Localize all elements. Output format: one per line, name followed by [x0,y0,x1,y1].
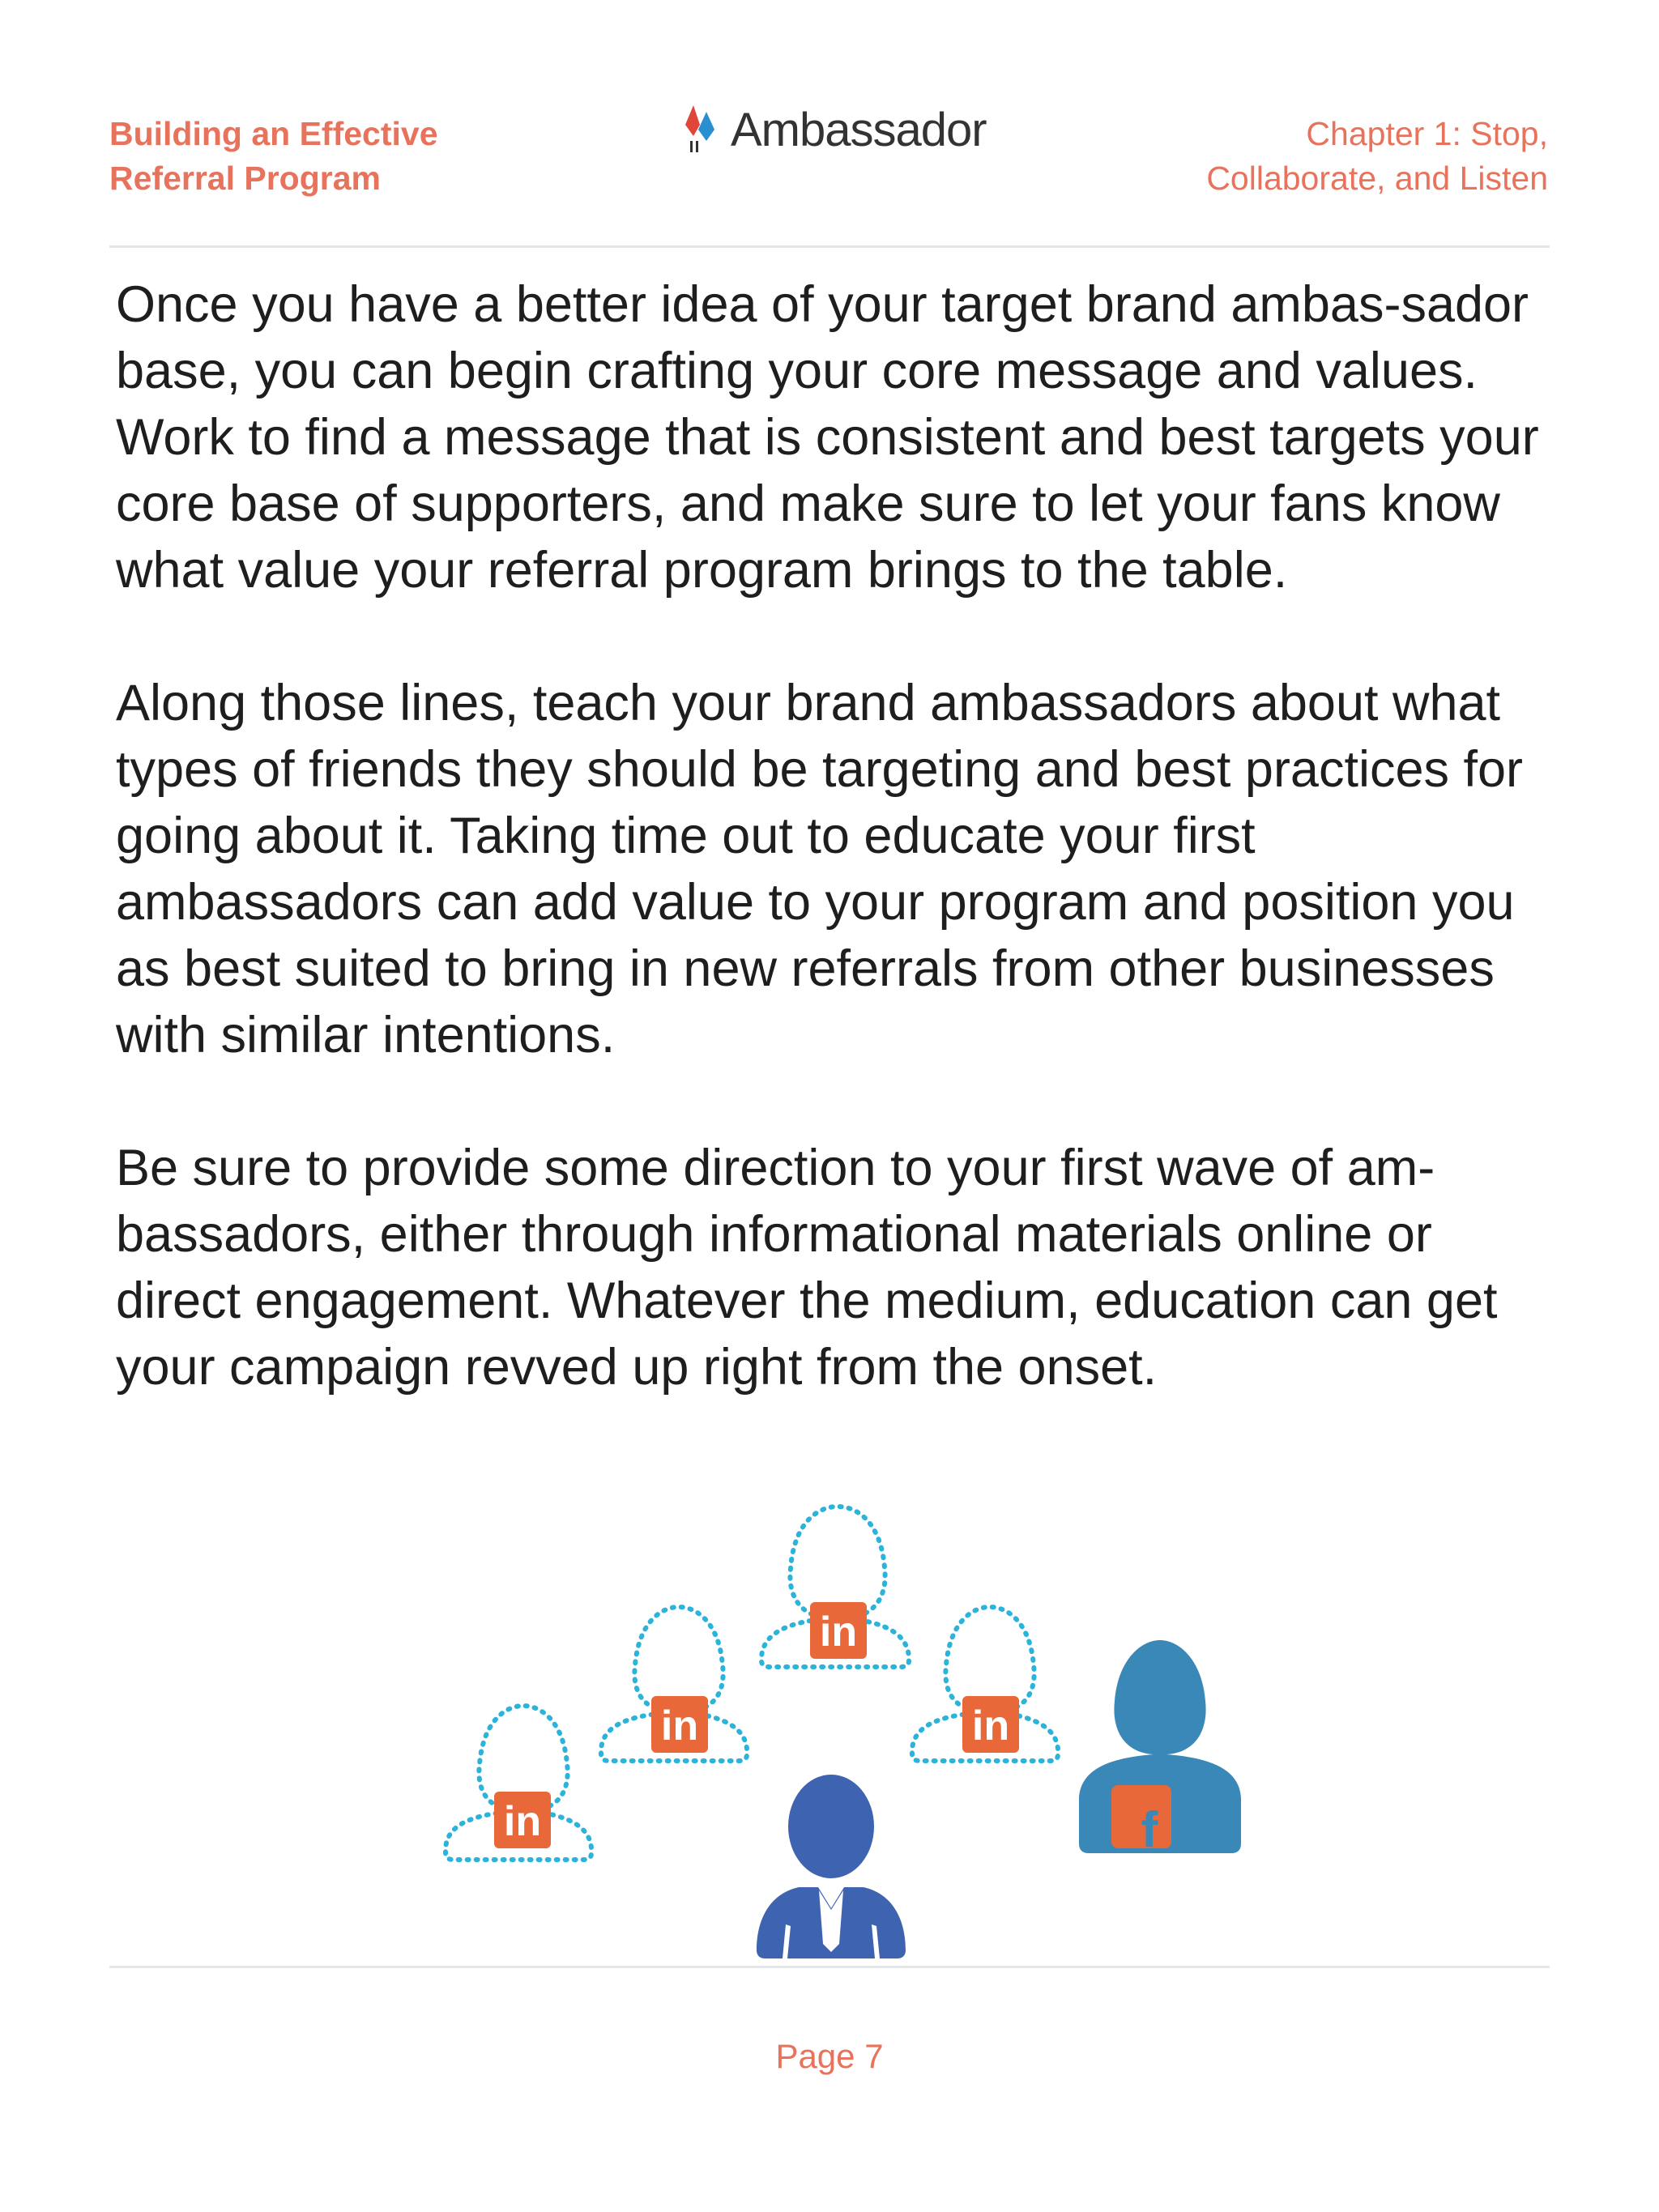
ambassador-logo-icon [682,100,727,159]
chapter-title-line1: Chapter 1: Stop, [1306,115,1548,152]
document-title-line1: Building an Effective [109,115,438,152]
brand-name: Ambassador [731,103,987,156]
linkedin-icon [494,1792,551,1848]
linkedin-badge-text: in [971,1703,1010,1750]
paragraph: Along those lines, teach your brand ambassadors about what types of friends they should be targeting and best practices for going about it. Taking time out to educate your first ambassadors can add value to your program and position you as best suited to bring in new referrals from other businesses with similar intentions. [116,675,1524,1063]
document-title-line2: Referral Program [109,160,381,197]
linkedin-icon [810,1602,867,1659]
facebook-icon: f [1141,1802,1158,1858]
linkedin-icon [651,1696,708,1753]
page-header [0,0,1659,247]
chapter-title-line2: Collaborate, and Listen [1206,160,1548,197]
brand-logo [682,97,987,162]
business-person-icon [757,1775,906,1958]
referral-network-illustration [437,1466,1231,1960]
network-diagram [437,1466,1231,1960]
linkedin-badge-text: in [503,1798,542,1845]
linkedin-badge-text: in [819,1609,858,1656]
paragraph: Once you have a better idea of your target brand ambas-sador base, you can begin crafting your core message and values. Work to find a message that is consistent and best targets your core base of supporters, and make sure to let your fans know what value your referral program brings to the table. [116,276,1539,599]
header-divider [109,245,1550,248]
chapter-title [1062,112,1548,201]
linkedin-icon [962,1696,1019,1753]
footer-divider [109,1966,1550,1968]
linkedin-badge-text: in [660,1703,699,1750]
body-text [116,271,1558,1467]
document-title [109,112,531,201]
paragraph: Be sure to provide some direction to your first wave of am-bassadors, either through informational materials online or direct engagement. Whatever the medium, education can get your campaign revved up right from the onset. [116,1140,1498,1396]
facebook-person-icon [1079,1640,1241,1858]
page-number: Page 7 [775,2037,884,2075]
